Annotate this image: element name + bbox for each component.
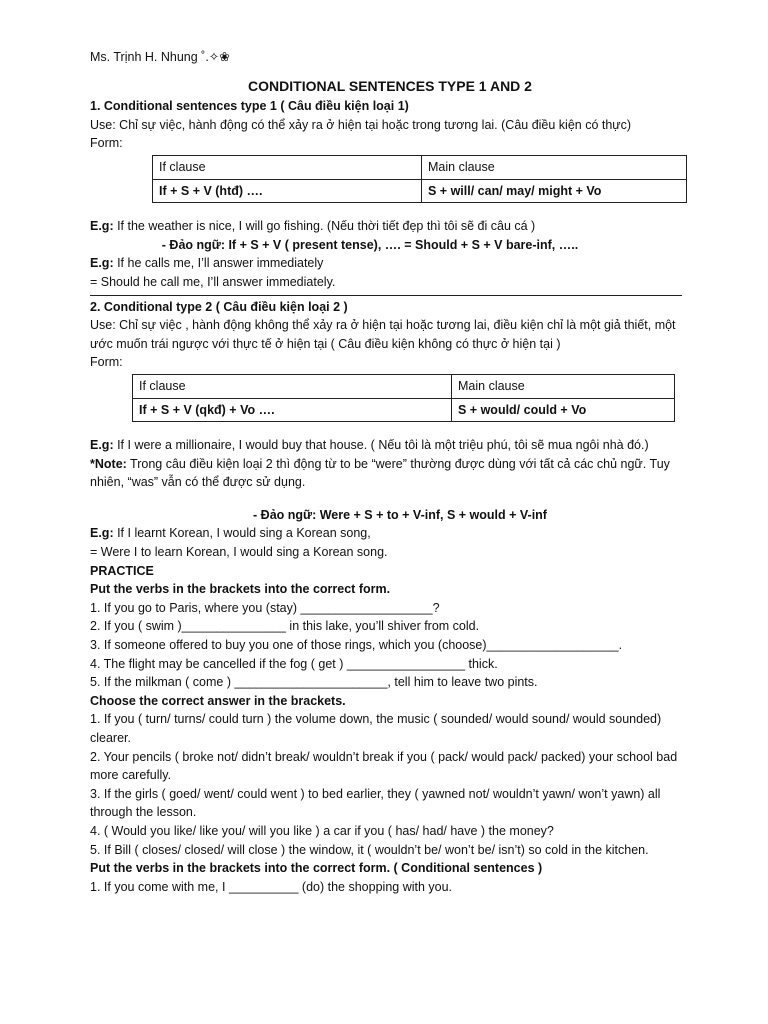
list-item: 1. If you come with me, I __________ (do) the shopping with you. <box>90 879 453 894</box>
table-row <box>133 374 675 398</box>
document-page <box>90 48 690 896</box>
example-text: If I learnt Korean, I would sing a Korean song, <box>113 526 371 541</box>
list-item: 5. If the milkman ( come ) ______________________, tell him to leave two pints. <box>90 675 538 690</box>
table-cell: If + S + V (htđ) …. <box>153 179 422 203</box>
type1-form-label: Form: <box>90 136 123 151</box>
table-header-cell: If clause <box>133 374 452 398</box>
table-cell: S + would/ could + Vo <box>452 398 675 422</box>
list-item: 1. If you ( turn/ turns/ could turn ) the volume down, the music ( sounded/ would sound/ would sounded) clearer. <box>90 712 662 745</box>
table-cell: S + will/ can/ may/ might + Vo <box>422 179 687 203</box>
type2-form-label: Form: <box>90 355 123 370</box>
exercise-3-instruction: Put the verbs in the brackets into the correct form. ( Conditional sentences ) <box>90 861 543 876</box>
table-cell: If + S + V (qkđ) + Vo …. <box>133 398 452 422</box>
note-label: *Note: <box>90 456 127 471</box>
example-label: E.g: <box>90 438 114 453</box>
type1-heading: 1. Conditional sentences type 1 ( Câu điều kiện loại 1) <box>90 99 409 114</box>
type2-use: Use: Chỉ sự việc , hành động không thể xảy ra ở hiện tại hoặc tương lai, điều kiện chỉ là một giả thiết, một ước muốn trái ngược với thực tế ở hiện tại ( Câu điều kiện không có thực ở hiện tại ) <box>90 318 676 351</box>
type2-inversion: - Đảo ngữ: Were + S + to + V-inf, S + would + V-inf <box>253 507 547 522</box>
type1-inversion: - Đảo ngữ: If + S + V ( present tense), …. = Should + S + V bare-inf, ….. <box>161 237 579 252</box>
example-label: E.g: <box>90 256 114 271</box>
list-item: 5. If Bill ( closes/ closed/ will close ) the window, it ( wouldn’t be/ won’t be/ isn’t) so cold in the kitchen. <box>90 842 649 857</box>
exercise-3-list <box>90 878 690 897</box>
list-item: 2. Your pencils ( broke not/ didn’t break/ wouldn’t break if you ( pack/ would pack/ packed) your school bad more carefully. <box>90 749 678 783</box>
type2-example-1 <box>90 436 690 455</box>
section-divider <box>90 295 682 296</box>
type1-example-1 <box>90 217 690 236</box>
list-item: 4. ( Would you like/ like you/ will you like ) a car if you ( has/ had/ have ) the money? <box>90 823 554 838</box>
practice-heading: PRACTICE <box>90 563 154 578</box>
table-row <box>153 179 687 203</box>
example-label: E.g: <box>90 526 114 541</box>
author-line: Ms. Trịnh H. Nhung ˚.✧❀ <box>90 50 230 64</box>
table-header-cell: If clause <box>153 155 422 179</box>
list-item: 4. The flight may be cancelled if the fog ( get ) _________________ thick. <box>90 656 498 671</box>
table-row <box>133 398 675 422</box>
type1-example-2-alt: = Should he call me, I’ll answer immediately. <box>90 274 336 289</box>
exercise-2-list <box>90 710 690 859</box>
example-text: If the weather is nice, I will go fishing. (Nếu thời tiết đẹp thì tôi sẽ đi câu cá ) <box>113 219 536 234</box>
list-item: 2. If you ( swim )_______________ in this lake, you’ll shiver from cold. <box>90 619 480 634</box>
note-text: Trong câu điều kiện loại 2 thì động từ to be “were” thường được dùng với tất cả các chủ ngữ. Tuy nhiên, “was” vẫn có thể được sử dụng. <box>90 456 670 490</box>
type2-example-2 <box>90 524 690 543</box>
document-title: CONDITIONAL SENTENCES TYPE 1 AND 2 <box>248 77 532 94</box>
list-item: 1. If you go to Paris, where you (stay) ___________________? <box>90 600 440 615</box>
type2-heading: 2. Conditional type 2 ( Câu điều kiện loại 2 ) <box>90 299 348 314</box>
example-text: If he calls me, I’ll answer immediately <box>113 256 324 271</box>
type2-example-2-alt: = Were I to learn Korean, I would sing a Korean song. <box>90 545 388 560</box>
example-text: If I were a millionaire, I would buy that house. ( Nếu tôi là một triệu phú, tôi sẽ mua ngôi nhà đó.) <box>113 438 649 453</box>
table-row <box>153 155 687 179</box>
exercise-2-instruction: Choose the correct answer in the brackets. <box>90 693 346 708</box>
exercise-1-list <box>90 599 690 692</box>
type2-note <box>90 455 690 492</box>
exercise-1-instruction: Put the verbs in the brackets into the correct form. <box>90 582 391 597</box>
type2-form-table <box>132 374 675 422</box>
example-label: E.g: <box>90 219 114 234</box>
list-item: 3. If someone offered to buy you one of those rings, which you (choose)___________________. <box>90 638 623 653</box>
type1-example-2 <box>90 254 690 273</box>
table-header-cell: Main clause <box>422 155 687 179</box>
table-header-cell: Main clause <box>452 374 675 398</box>
list-item: 3. If the girls ( goed/ went/ could went ) to bed earlier, they ( yawned not/ wouldn’t yawn/ won’t yawn) all through the lesson. <box>90 786 661 820</box>
type1-use: Use: Chỉ sự việc, hành động có thể xảy ra ở hiện tại hoặc trong tương lai. (Câu điều kiện có thực) <box>90 117 632 132</box>
type1-form-table <box>152 155 687 203</box>
